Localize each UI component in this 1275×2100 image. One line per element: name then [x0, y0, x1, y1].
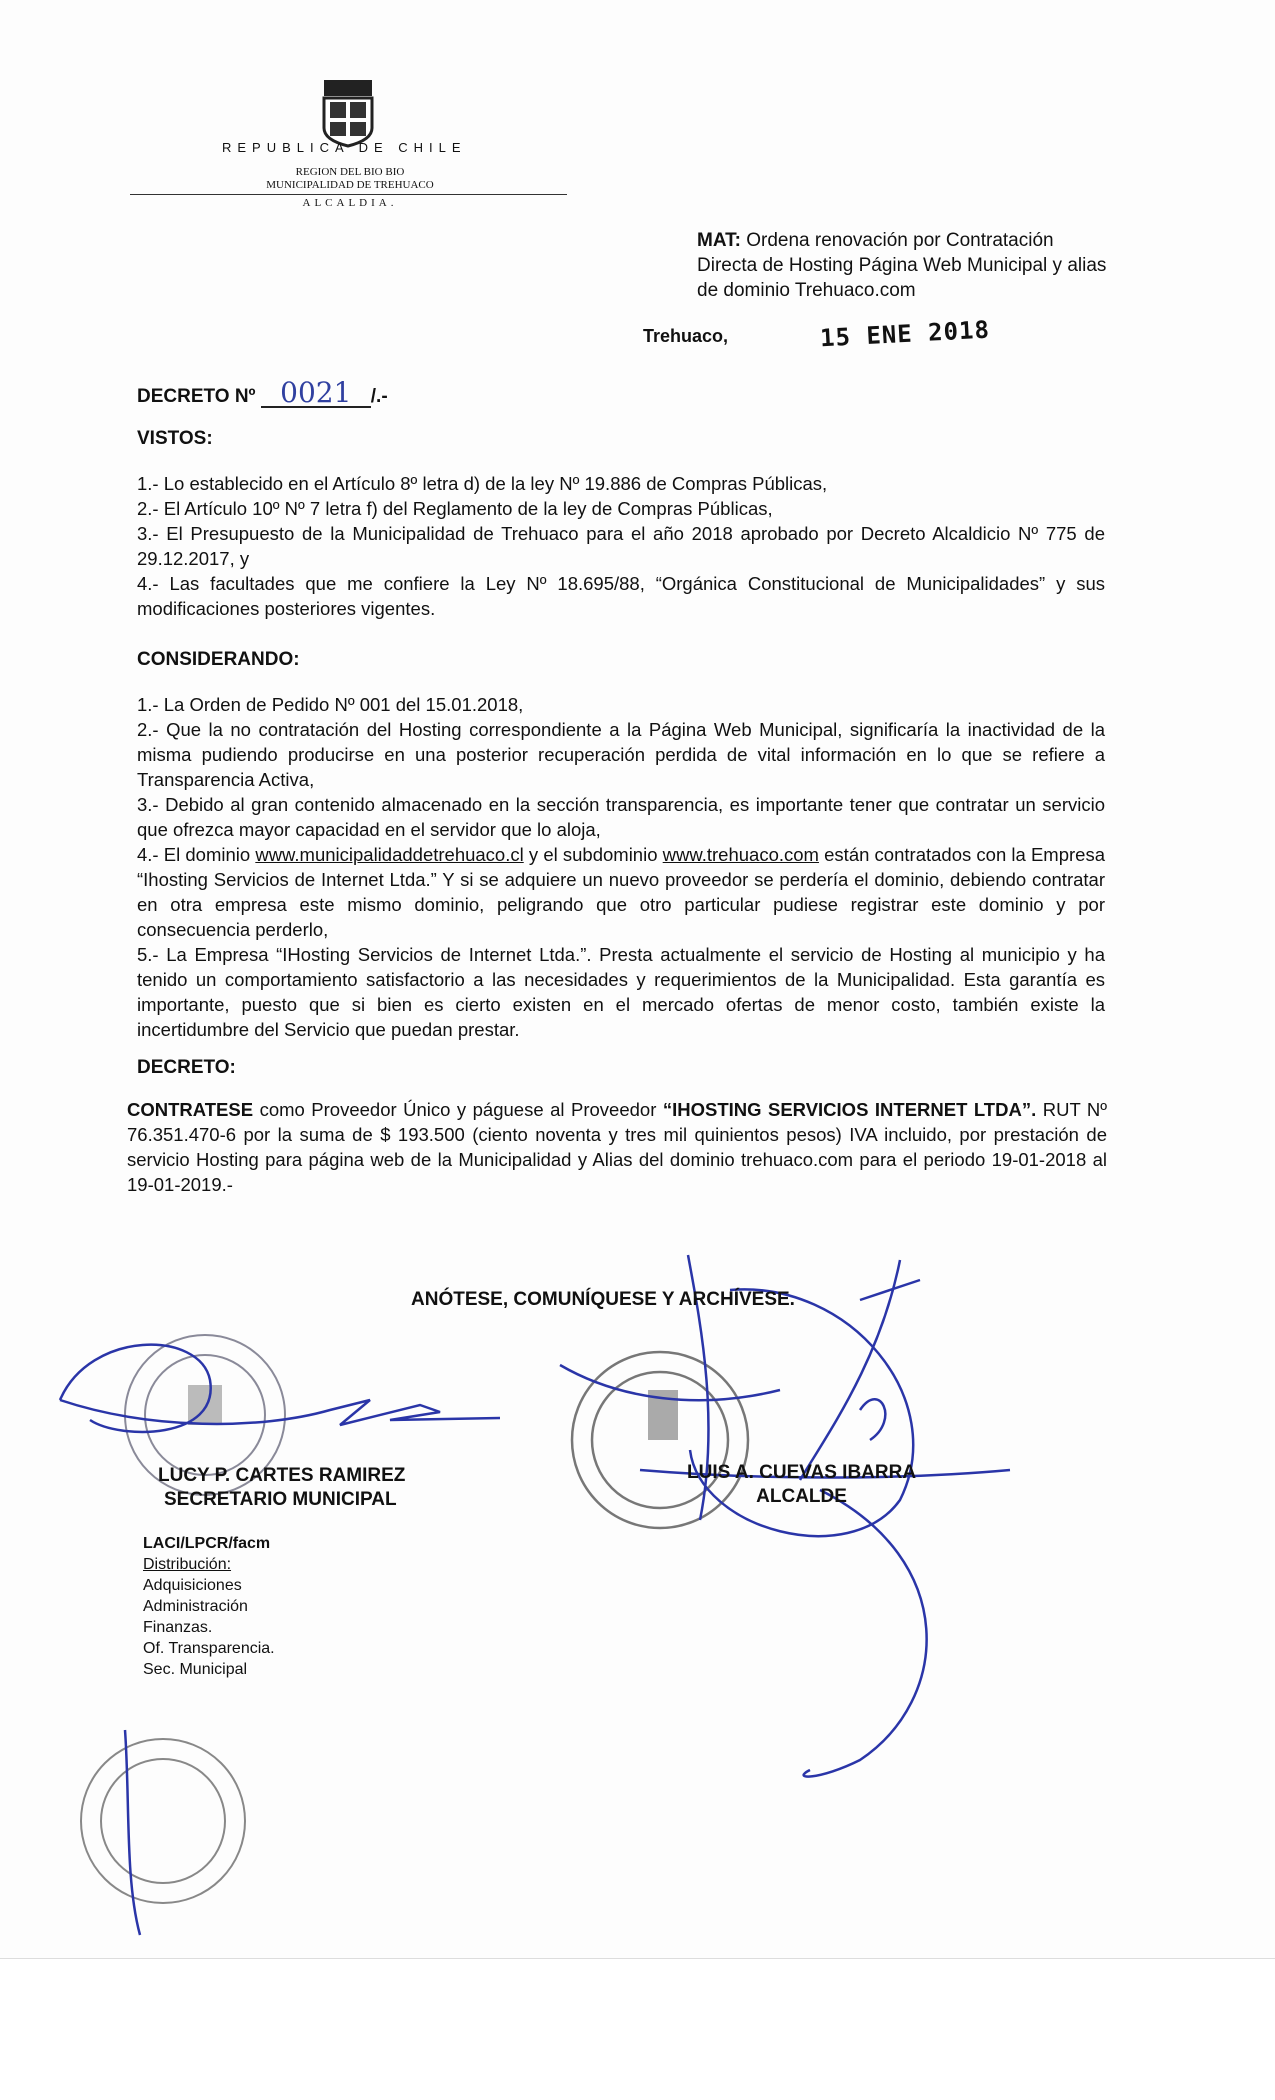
considerando-item: 2.- Que la no contratación del Hosting correspondiente a la Página Web Municipal, significaría la inactividad de la misma pudiendo producirse en una posterior recuperación perdida de vital información en lo que se refiere a Transparencia Activa,: [137, 719, 1105, 790]
decreto-section: [137, 1055, 1105, 1080]
vistos-item: 1.- Lo establecido en el Artículo 8º letra d) de la ley Nº 19.886 de Compras Públicas,: [137, 473, 828, 494]
distribution-list: [143, 1554, 275, 1680]
text: 4.- El dominio: [137, 844, 256, 865]
mayor-signature-block: [687, 1461, 916, 1509]
vistos-item: 4.- Las facultades que me confiere la Ley Nº 18.695/88, “Orgánica Constitucional de Municipalidades” y sus modificaciones posteriores vigentes.: [137, 573, 1105, 619]
mayor-title: ALCALDE: [756, 1486, 847, 1507]
distribution-heading: Distribución:: [143, 1556, 232, 1573]
considerando-section: [137, 647, 1105, 1042]
text: y el subdominio: [523, 844, 663, 865]
closing-formula: ANÓTESE, COMUNÍQUESE Y ARCHÍVESE.: [411, 1289, 795, 1310]
decree-number-handwritten: 0021: [261, 380, 371, 408]
distribution-item: Finanzas.: [143, 1619, 213, 1636]
considerando-item: [137, 842, 1105, 942]
domain-link[interactable]: www.municipalidaddetrehuaco.cl: [255, 844, 524, 865]
decreto-lead: CONTRATESE: [127, 1099, 254, 1120]
secretary-name: LUCY P. CARTES RAMIREZ: [158, 1465, 406, 1486]
initials: LACI/LPCR/facm: [143, 1535, 271, 1552]
vistos-heading: VISTOS:: [137, 428, 213, 449]
distribution-item: Sec. Municipal: [143, 1661, 248, 1678]
subject-block: [697, 228, 1117, 303]
considerando-heading: CONSIDERANDO:: [137, 649, 300, 670]
subdomain-link[interactable]: www.trehuaco.com: [662, 844, 819, 865]
considerando-item: 3.- Debido al gran contenido almacenado en la sección transparencia, es importante tener que contratar un servicio que ofrezca mayor capacidad en el servidor que lo aloja,: [137, 794, 1105, 840]
decree-number-line: [137, 376, 388, 409]
vistos-item: 2.- El Artículo 10º Nº 7 letra f) del Reglamento de la ley de Compras Públicas,: [137, 498, 773, 519]
text: como Proveedor Único y páguese al Proveedor: [253, 1099, 663, 1120]
decree-suffix: /.-: [370, 386, 388, 407]
distribution-item: Adquisiciones: [143, 1577, 242, 1594]
municipality-text: MUNICIPALIDAD DE TREHUACO: [266, 179, 434, 191]
vistos-item: 3.- El Presupuesto de la Municipalidad de Trehuaco para el año 2018 aprobado por Decreto Alcaldicio Nº 775 de 29.12.2017, y: [137, 523, 1105, 569]
subject-text: Ordena renovación por Contratación Directa de Hosting Página Web Municipal y alias de dominio Trehuaco.com: [697, 230, 1107, 301]
municipal-crest-icon: [324, 80, 372, 146]
letterhead-office: ALCALDIA.: [302, 197, 398, 209]
date-stamp: 15 ENE 2018: [819, 315, 991, 353]
vistos-section: [137, 426, 1105, 621]
distribution-item: Of. Transparencia.: [143, 1640, 275, 1657]
control-signature: [125, 1730, 140, 1935]
provider-name: “IHOSTING SERVICIOS INTERNET LTDA”.: [662, 1099, 1037, 1120]
decreto-body: [127, 1097, 1107, 1197]
considerando-item: 1.- La Orden de Pedido Nº 001 del 15.01.2018,: [137, 694, 524, 715]
decree-label: DECRETO Nº: [137, 386, 256, 407]
place: Trehuaco,: [643, 326, 729, 346]
control-unit-stamp: [81, 1739, 245, 1903]
considerando-item: 5.- La Empresa “IHosting Servicios de Internet Ltda.”. Presta actualmente el servicio de Hosting al municipio y ha tenido un comportamiento satisfactorio a las necesidades y requerimientos de la Municipalidad. Esta garantía es importante, puesto que si bien es cierto existen en el mercado ofertas de menor costo, también existe la incertidumbre del Servicio que puedan prestar.: [137, 944, 1105, 1040]
region-text: REGION DEL BIO BIO: [295, 166, 405, 178]
letterhead-divider: [130, 194, 567, 195]
text: están contratados con la Empresa “Ihosting Servicios de Internet Ltda.” Y si se adquiere un nuevo proveedor se perdería el dominio, debiendo contratar en otra empresa este mismo dominio, peligrando que otro particular pudiese registrar este dominio y por consecuencia perderlo,: [137, 844, 1105, 940]
secretary-signature-block: [158, 1464, 405, 1512]
subject-label: MAT:: [697, 230, 741, 251]
mayor-name: LUIS A. CUEVAS IBARRA: [687, 1462, 917, 1483]
decreto-heading: DECRETO:: [137, 1057, 236, 1078]
secretary-title: SECRETARIO MUNICIPAL: [164, 1489, 397, 1510]
text: RUT Nº 76.351.470-6 por la suma de $ 193.500 (ciento noventa y tres mil quinientos pesos) IVA incluido, por prestación de servicio Hosting para página web de la Municipalidad y Alias del dominio trehuaco.com para el periodo 19-01-2018 al 19-01-2019.-: [127, 1099, 1108, 1195]
distribution-item: Administración: [143, 1598, 248, 1615]
mayor-signature: [560, 1255, 1010, 1777]
letterhead-country: REPUBLICA DE CHILE: [222, 140, 467, 155]
letterhead-region: [220, 166, 480, 192]
